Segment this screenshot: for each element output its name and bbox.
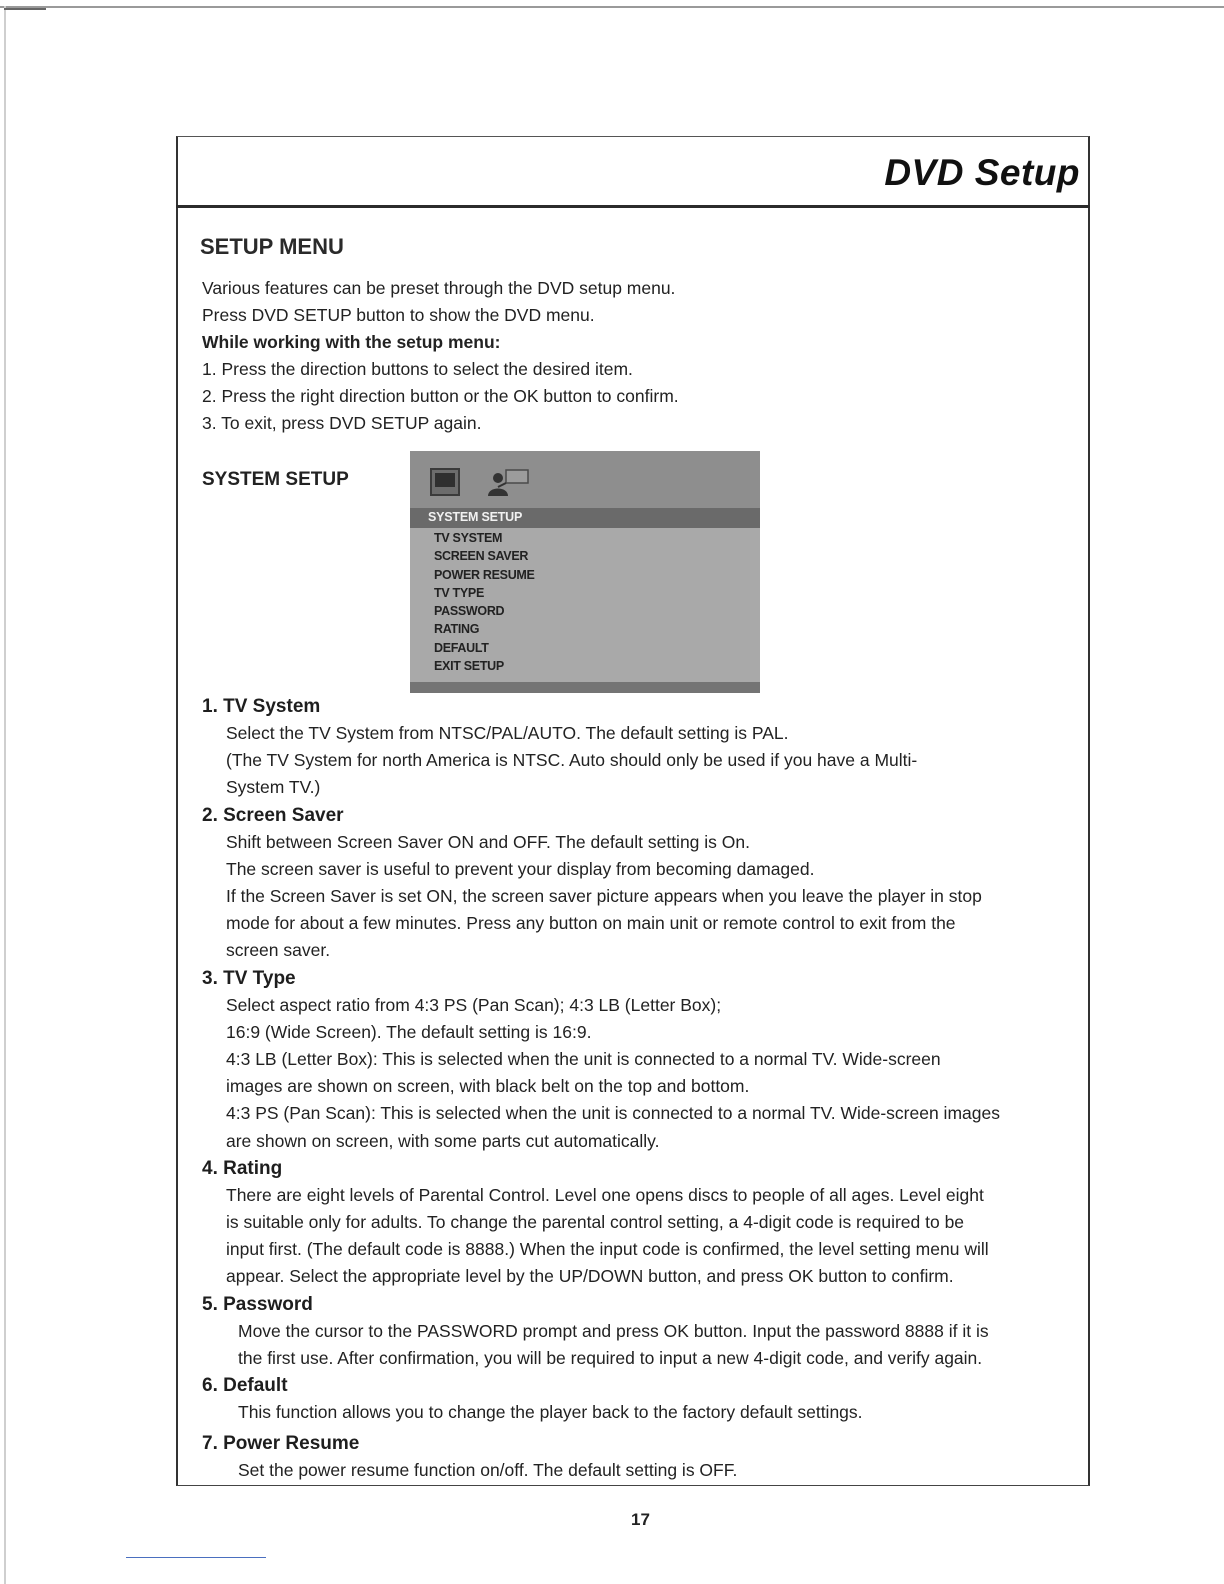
section-heading: 3. TV Type xyxy=(202,967,296,989)
osd-item-rating: RATING xyxy=(434,622,480,637)
section-text: Select the TV System from NTSC/PAL/AUTO. The default setting is PAL. (The TV System for north America is NTSC. Auto should only be used if you have a Multi- System TV.) xyxy=(226,723,918,798)
osd-bottom-bar xyxy=(410,682,760,693)
osd-item-screen-saver: SCREEN SAVER xyxy=(434,549,529,564)
section-screen-saver xyxy=(202,802,1072,965)
section-text: Shift between Screen Saver ON and OFF. The default setting is On. The screen saver is useful to prevent your display from becoming damaged. If the Screen Saver is set ON, the screen saver picture appears when you leave the player in stop mode for about a few minutes. Press any button on main unit or remote control to exit from the screen saver. xyxy=(226,831,982,961)
person-icon xyxy=(486,469,530,497)
page-title: DVD Setup xyxy=(884,152,1080,193)
section-text: Move the cursor to the PASSWORD prompt and press OK button. Input the password 8888 if it is the first use. After confirmation, you will be required to input a new 4-digit code, and verify again. xyxy=(238,1320,989,1368)
section-heading: 2. Screen Saver xyxy=(202,804,344,826)
page-number: 17 xyxy=(631,1510,650,1529)
section-heading: 6. Default xyxy=(202,1375,288,1397)
section-power-resume xyxy=(202,1430,1072,1484)
osd-item-default: DEFAULT xyxy=(434,640,489,655)
section-heading: 4. Rating xyxy=(202,1157,283,1179)
footer-underline xyxy=(126,1557,266,1558)
system-setup-label: SYSTEM SETUP xyxy=(202,469,349,490)
section-text: There are eight levels of Parental Control. Level one opens discs to people of all ages. Level eight is suitable only for adults. To change the parental control setting, a 4-digit code is required to be input first. (The default code is 8888.) When the input code is confirmed, the level setting menu will appear. Select the appropriate level by the UP/DOWN button, and press OK button to confirm. xyxy=(226,1184,989,1287)
osd-menu-screenshot xyxy=(410,451,760,693)
section-text: Set the power resume function on/off. The default setting is OFF. xyxy=(238,1460,738,1481)
setup-menu-intro xyxy=(202,275,679,437)
osd-icon-bar xyxy=(410,451,760,508)
scan-corner-mark xyxy=(4,8,46,20)
osd-selected-label: SYSTEM SETUP xyxy=(428,510,523,524)
section-password xyxy=(202,1291,1072,1372)
osd-item-password: PASSWORD xyxy=(434,604,505,619)
section-tv-type xyxy=(202,965,1072,1155)
working-heading: While working with the setup menu: xyxy=(202,332,501,352)
section-default xyxy=(202,1372,1072,1426)
osd-item-list xyxy=(434,529,535,675)
step-item: 3. To exit, press DVD SETUP again. xyxy=(202,413,482,433)
step-item: 1. Press the direction buttons to select the desired item. xyxy=(202,359,633,379)
osd-item-power-resume: POWER RESUME xyxy=(434,567,535,582)
step-item: 2. Press the right direction button or the OK button to confirm. xyxy=(202,386,679,406)
section-heading: 1. TV System xyxy=(202,696,321,717)
section-heading: 7. Power Resume xyxy=(202,1433,360,1455)
setup-menu-heading: SETUP MENU xyxy=(200,234,344,259)
intro-line: Press DVD SETUP button to show the DVD menu. xyxy=(202,305,595,325)
osd-item-tv-type: TV TYPE xyxy=(434,585,484,600)
osd-item-tv-system: TV SYSTEM xyxy=(434,531,503,545)
header-divider xyxy=(176,205,1090,208)
section-text: Select aspect ratio from 4:3 PS (Pan Scan); 4:3 LB (Letter Box); 16:9 (Wide Screen). The default setting is 16:9. 4:3 LB (Letter Box): This is selected when the unit is connected to a normal TV. Wide-screen images are shown on screen, with black belt on the top and bottom. 4:3 PS (Pan Scan): This is selected when the unit is connected to a normal TV. Wide-screen images are shown on screen, with some parts cut automatically. xyxy=(226,994,1000,1151)
scan-edge-top xyxy=(0,6,1224,8)
osd-item-exit-setup: EXIT SETUP xyxy=(434,659,504,674)
section-text: This function allows you to change the player back to the factory default settings. xyxy=(238,1402,863,1423)
tv-icon xyxy=(430,468,460,496)
settings-sections xyxy=(202,693,1072,1484)
section-heading: 5. Password xyxy=(202,1293,313,1315)
scan-edge-left xyxy=(4,6,6,1584)
section-tv-system xyxy=(202,693,1072,802)
section-rating xyxy=(202,1155,1072,1291)
intro-line: Various features can be preset through the DVD setup menu. xyxy=(202,278,676,298)
